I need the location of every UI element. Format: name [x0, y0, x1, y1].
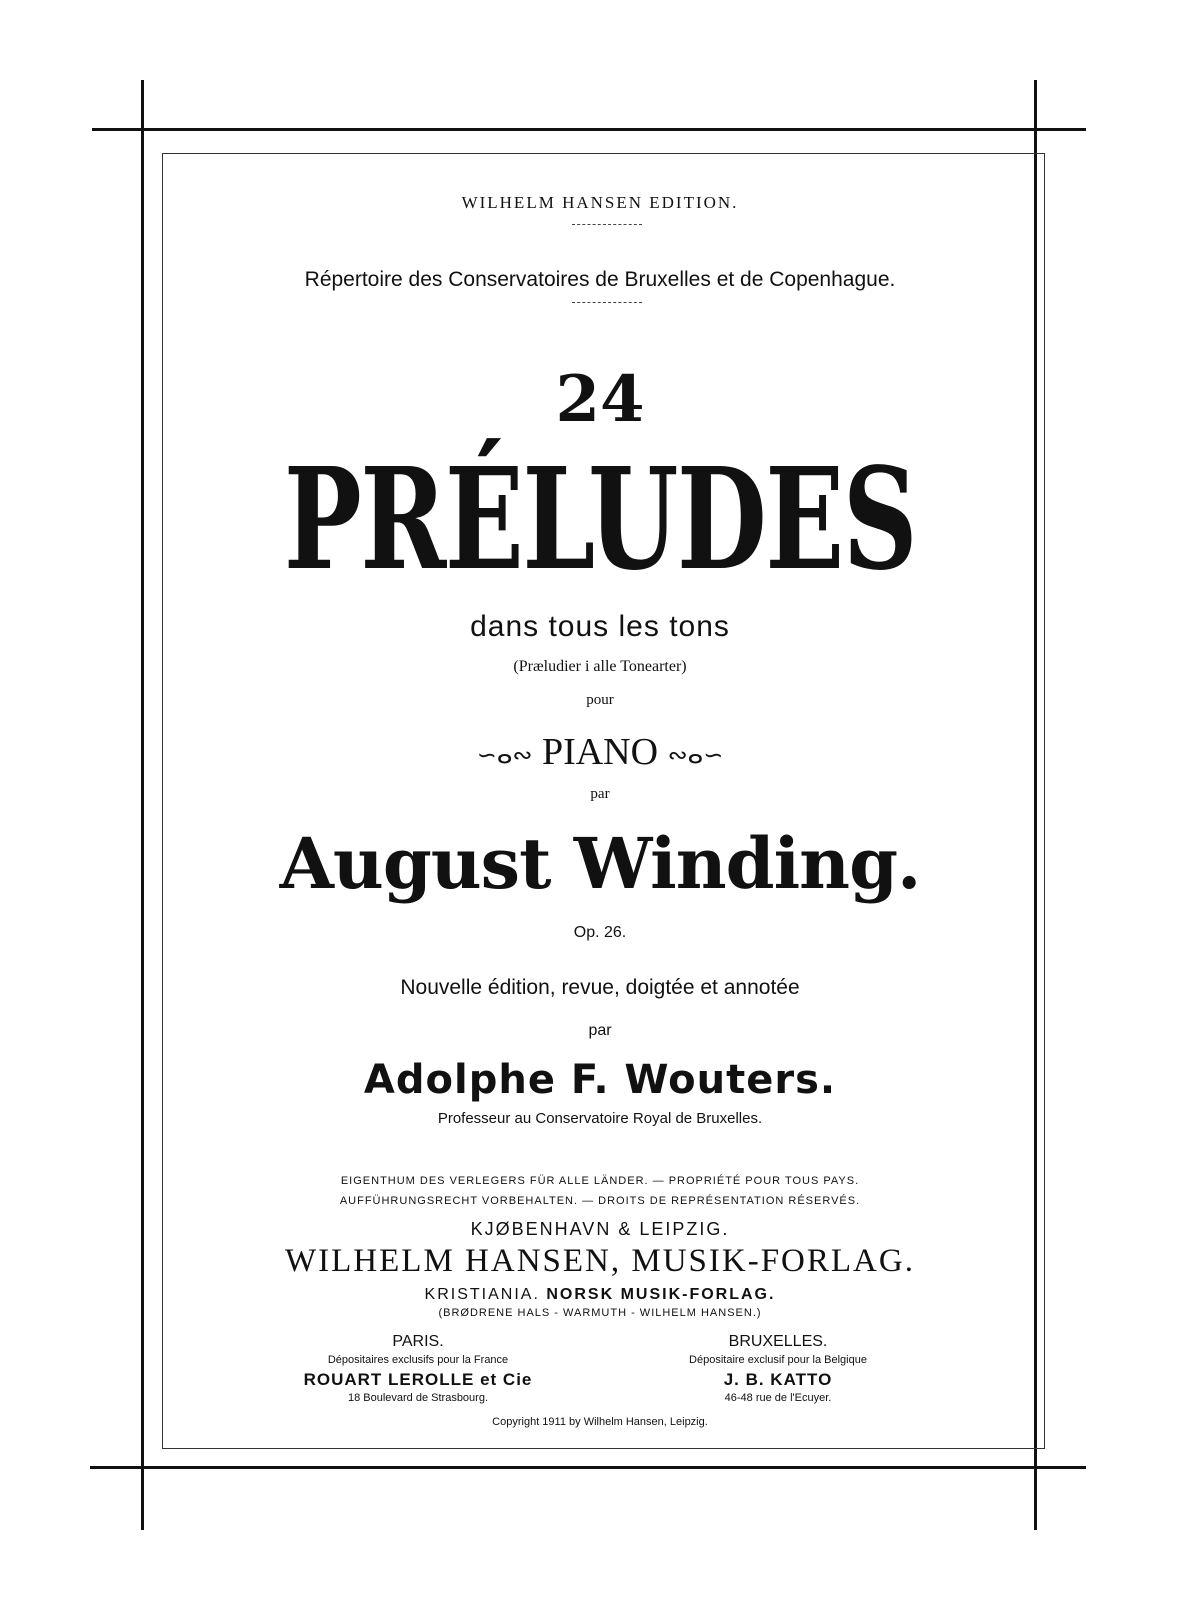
editor-title: Professeur au Conservatoire Royal de Bruxelles. [437, 1110, 763, 1127]
rights-line: AUFFÜHRUNGSRECHT VORBEHALTEN. — DROITS DE REPRÉSENTATION RÉSERVÉS. [339, 1195, 861, 1207]
opus-number: Op. 26. [573, 924, 627, 941]
depositary-note: Dépositaires exclusifs pour la France [327, 1354, 509, 1366]
ornament-left-icon: ∽ⴰ∾ [476, 742, 533, 769]
norsk-publisher: NORSK MUSIK-FORLAG. [546, 1286, 776, 1303]
brodrene-line: (BRØDRENE HALS - WARMUTH - WILHELM HANSEN.) [438, 1307, 762, 1319]
main-title: PRÉLUDES [283, 438, 917, 602]
instrument: PIANO [541, 731, 659, 773]
par-label: par [590, 786, 610, 802]
depositary-firm: J. B. KATTO [723, 1370, 833, 1389]
depositary-note: Dépositaire exclusif pour la Belgique [689, 1354, 867, 1366]
separator [572, 224, 642, 225]
publisher-name: WILHELM HANSEN, MUSIK-FORLAG. [285, 1243, 915, 1279]
publisher-cities: KJØBENHAVN & LEIPZIG. [470, 1219, 730, 1239]
prelude-count: 24 [555, 362, 645, 437]
edition-note: Nouvelle édition, revue, doigtée et annotée [400, 976, 800, 999]
depositary-address: 18 Boulevard de Strasbourg. [347, 1392, 489, 1404]
rights-line: EIGENTHUM DES VERLEGERS FÜR ALLE LÄNDER. — PROPRIÉTÉ POUR TOUS PAYS. [340, 1175, 860, 1187]
editor-name: Adolphe F. Wouters. [363, 1057, 837, 1103]
kristiania-label: KRISTIANIA. [424, 1286, 540, 1303]
separator [572, 302, 642, 303]
norsk-line [0, 1286, 1200, 1304]
par-label: par [588, 1022, 612, 1039]
top-rule [92, 128, 1086, 131]
depositary-firm: ROUART LEROLLE et Cie [303, 1370, 533, 1389]
bottom-rule [90, 1466, 1086, 1469]
danish-subtitle: (Præludier i alle Tonearter) [513, 658, 687, 675]
depositary-city: PARIS. [392, 1333, 444, 1350]
copyright-line: Copyright 1911 by Wilhelm Hansen, Leipzig. [492, 1416, 708, 1428]
depositary-city: BRUXELLES. [728, 1333, 828, 1350]
instrument-line [0, 730, 1200, 774]
subtitle: dans tous les tons [470, 610, 730, 643]
ornament-right-icon: ∾ⴰ∽ [667, 742, 724, 769]
edition-label: WILHELM HANSEN EDITION. [461, 193, 739, 212]
depositary-address: 46-48 rue de l'Ecuyer. [724, 1392, 832, 1404]
repertoire-line: Répertoire des Conservatoires de Bruxelles et de Copenhague. [304, 268, 896, 291]
pour-label: pour [586, 692, 614, 708]
composer-name: August Winding. [279, 822, 921, 905]
